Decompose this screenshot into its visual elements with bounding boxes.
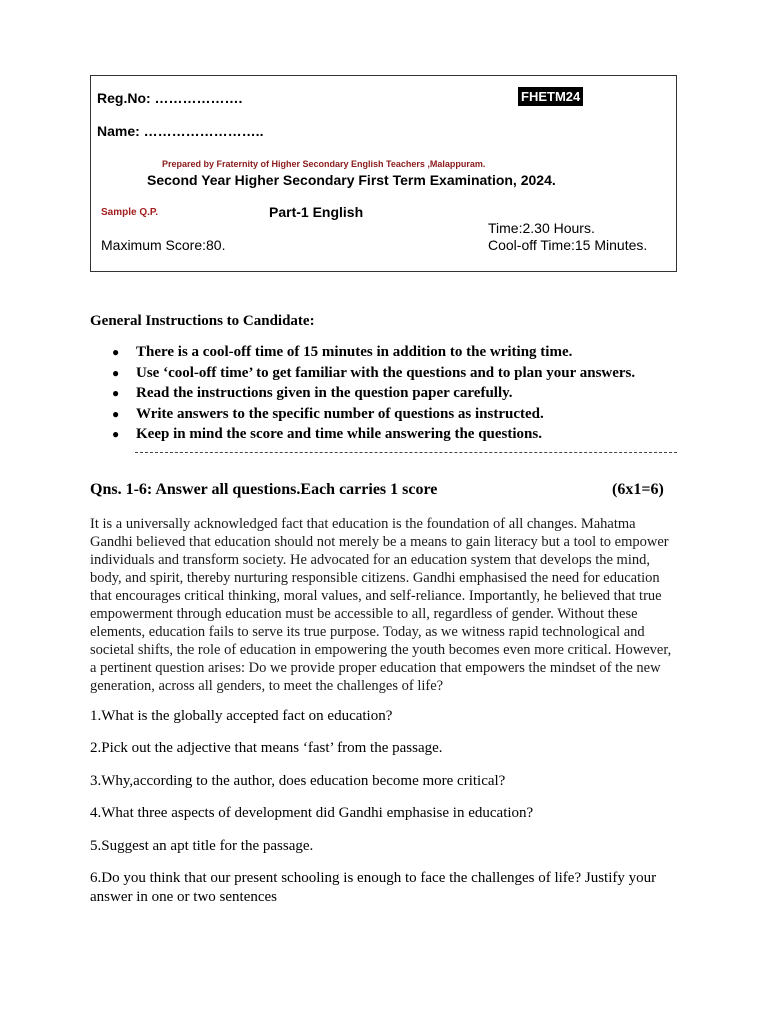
question-3: 3.Why,according to the author, does education become more critical? [90,773,506,789]
section-score: (6x1=6) [612,481,664,498]
bullet-icon: ● [112,365,120,380]
question-2: 2.Pick out the adjective that means ‘fast’ from the passage. [90,740,443,756]
instructions-title: General Instructions to Candidate: [90,313,315,329]
section-heading: Qns. 1-6: Answer all questions.Each carries 1 score [90,481,438,498]
question-6: 6.Do you think that our present schooling is enough to face the challenges of life? Justify your answer in one or two sentences [90,870,657,905]
bullet-icon: ● [112,406,120,421]
instruction-item: ● Keep in mind the score and time while answering the questions. [112,424,635,445]
reg-no-field: Reg.No: ………………. [97,90,243,106]
bullet-icon: ● [112,427,120,441]
exam-header-box [90,75,677,272]
name-field: Name: …………………….. [97,123,264,139]
prepared-by-note: Prepared by Fraternity of Higher Secondary English Teachers ,Malappuram. [162,159,486,169]
reading-passage: It is a universally acknowledged fact that education is the foundation of all changes. Mahatma Gandhi believed that education should not merely be a means to gain literacy but a tool to empower individuals and transform society. He advocated for an education system that develops the mind, body, and spirit, thereby nurturing responsible citizens. Gandhi emphasised the need for education that encourages critical thinking, moral values, and self-reliance. Importantly, he believed that true empowerment through education must be accessible to all, regardless of gender. Without these elements, education fails to serve its true purpose. Today, as we witness rapid technological and societal shifts, the role of education in empowering the youth becomes even more critical. However, a pertinent question arises: Do we provide proper education that empowers the mindset of the new generation, across all genders, to meet the challenges of life? [90,516,672,694]
exam-code-badge: FHETM24 [518,87,583,106]
exam-title: Second Year Higher Secondary First Term Examination, 2024. [147,172,556,188]
instruction-item: ● There is a cool-off time of 15 minutes in addition to the writing time. [112,342,635,363]
maximum-score: Maximum Score:80. [101,237,226,253]
bullet-icon: ● [112,345,120,359]
bullet-icon: ● [112,386,120,400]
instruction-item: ● Use ‘cool-off time’ to get familiar with the questions and to plan your answers. [112,363,635,384]
part-title: Part-1 English [269,204,364,220]
question-5: 5.Suggest an apt title for the passage. [90,838,314,854]
time-allowed: Time:2.30 Hours. [488,220,595,236]
question-1: 1.What is the globally accepted fact on education? [90,708,393,724]
instruction-item: ● Write answers to the specific number of questions as instructed. [112,404,635,425]
sample-qp-label: Sample Q.P. [101,207,159,218]
instruction-item: ● Read the instructions given in the question paper carefully. [112,383,635,404]
dashed-divider [135,452,677,453]
instructions-list [112,342,635,445]
question-4: 4.What three aspects of development did Gandhi emphasise in education? [90,805,534,821]
cool-off-time: Cool-off Time:15 Minutes. [488,237,648,253]
